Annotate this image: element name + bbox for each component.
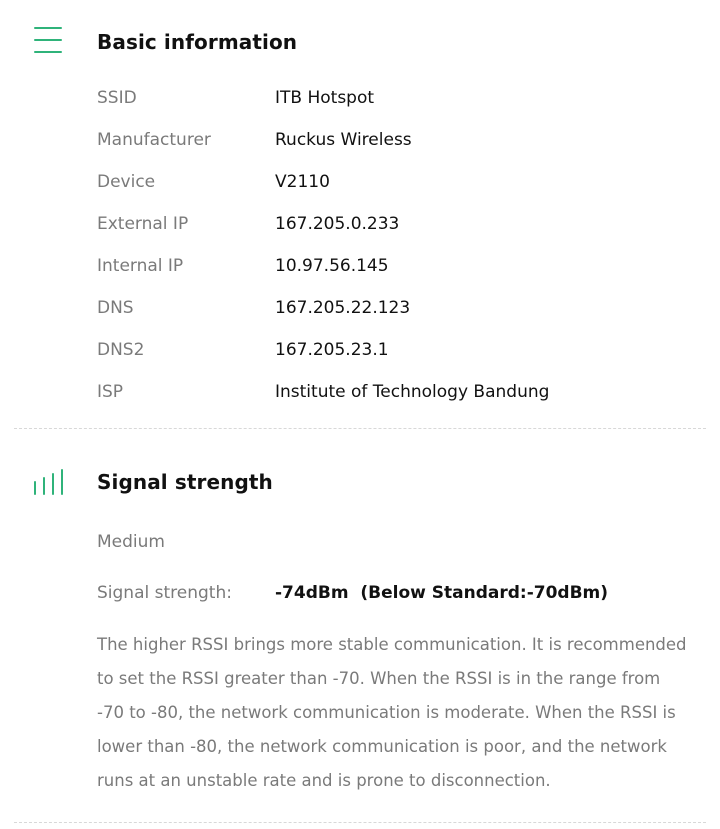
menu-lines-icon: [34, 27, 62, 53]
info-label: Internal IP: [97, 256, 184, 276]
info-value: 167.205.23.1: [275, 340, 389, 360]
info-row-external-ip: [97, 211, 697, 237]
info-label: ISP: [97, 382, 124, 402]
info-row-dns: [97, 295, 697, 321]
signal-strength-row: [97, 580, 697, 606]
info-value: 167.205.0.233: [275, 214, 400, 234]
info-label: Manufacturer: [97, 130, 211, 150]
basic-information-title: Basic information: [97, 30, 298, 54]
section-divider: [14, 428, 706, 429]
info-label: External IP: [97, 214, 189, 234]
signal-strength-title: Signal strength: [97, 470, 273, 494]
info-value: Ruckus Wireless: [275, 130, 412, 150]
info-row-isp: [97, 379, 697, 405]
info-value: Institute of Technology Bandung: [275, 382, 550, 402]
info-row-dns2: [97, 337, 697, 363]
info-row-internal-ip: [97, 253, 697, 279]
info-label: DNS2: [97, 340, 145, 360]
info-row-device: [97, 169, 697, 195]
signal-strength-label: Signal strength:: [97, 583, 232, 603]
signal-level-text: Medium: [97, 532, 165, 552]
info-label: SSID: [97, 88, 137, 108]
info-value: V2110: [275, 172, 330, 192]
signal-strength-value: -74dBm (Below Standard:-70dBm): [275, 583, 609, 603]
info-row-ssid: [97, 85, 697, 111]
info-label: Device: [97, 172, 156, 192]
info-value: 10.97.56.145: [275, 256, 389, 276]
info-row-manufacturer: [97, 127, 697, 153]
signal-bars-icon: [34, 469, 64, 495]
signal-description: The higher RSSI brings more stable communication. It is recommended to set the RSSI greater than -70. When the RSSI is in the range from -70 to -80, the network communication is moderate. When the RSSI is lower than -80, the network communication is poor, and the network runs at an unstable rate and is prone to disconnection.: [97, 635, 687, 790]
section-divider-bottom: [14, 822, 706, 823]
info-label: DNS: [97, 298, 134, 318]
info-value: 167.205.22.123: [275, 298, 411, 318]
info-value: ITB Hotspot: [275, 88, 375, 108]
